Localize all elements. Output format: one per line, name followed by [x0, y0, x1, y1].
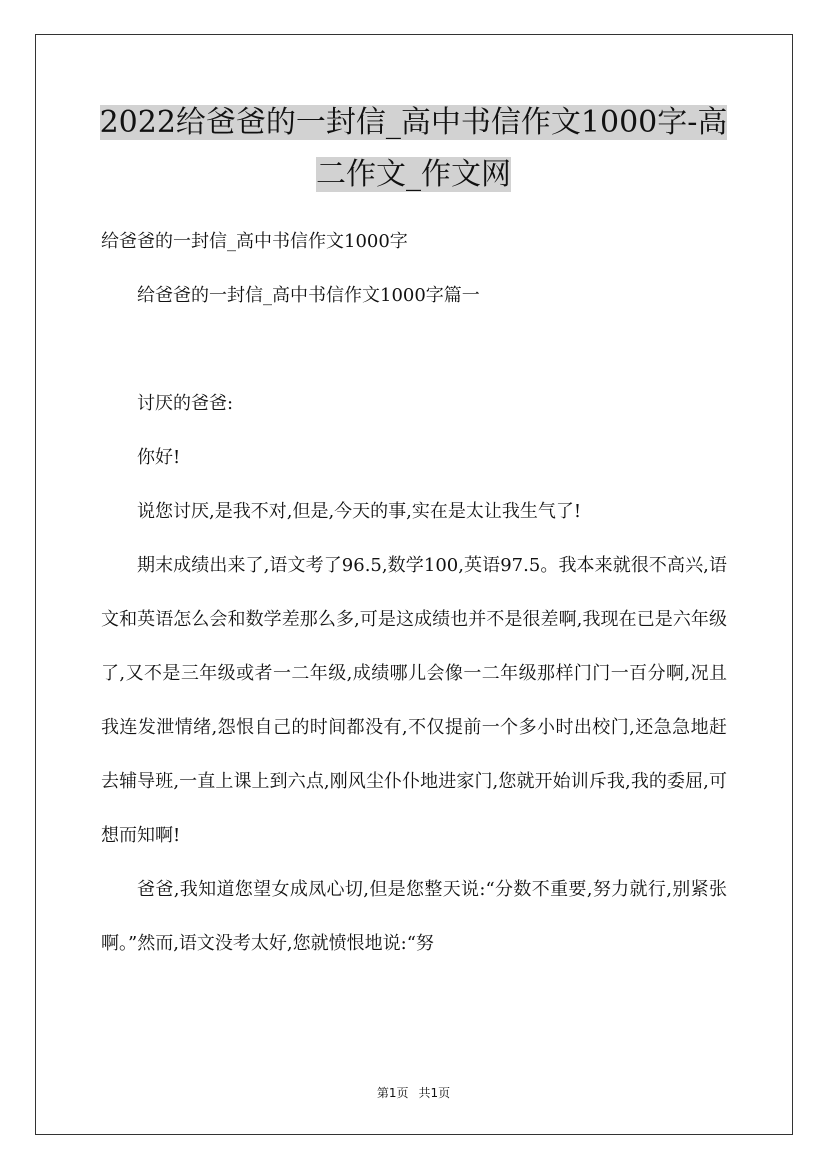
page-number: 第1页	[376, 1086, 409, 1100]
page-total: 共1页	[418, 1086, 451, 1100]
document-title	[60, 97, 767, 201]
document-subtitle: 给爸爸的一封信_高中书信作文1000字	[101, 231, 408, 252]
paragraph-1: 说您讨厌,是我不对,但是,今天的事,实在是太让我生气了!	[137, 501, 582, 522]
blank-line	[101, 323, 727, 377]
page-footer	[0, 1085, 827, 1101]
paragraph-2: 期末成绩出来了,语文考了96.5,数学100,英语97.5。我本来就很不高兴,语文和英语怎么会和数学差那么多,可是这成绩也并不是很差啊,我现在已是六年级了,又不是三年级或者一二年级,成绩哪儿会像一二年级那样门门一百分啊,况且我连发泄情绪,怨恨自己的时间都没有,不仅提前一个多小时出校门,还急急地赶去辅导班,一直上课上到六点,刚风尘仆仆地进家门,您就开始训斥我,我的委屈,可想而知啊!	[101, 555, 727, 846]
title-line-2: 二作文_作文网	[316, 157, 511, 192]
greeting: 你好!	[137, 447, 181, 468]
title-line-1: 2022给爸爸的一封信_高中书信作文1000字-高	[99, 105, 728, 140]
section-heading: 给爸爸的一封信_高中书信作文1000字篇一	[137, 285, 480, 306]
document-body	[101, 215, 727, 971]
paragraph-3: 爸爸,我知道您望女成凤心切,但是您整天说:“分数不重要,努力就行,别紧张啊。”然而,语文没考太好,您就愤恨地说:“努	[101, 879, 727, 954]
salutation: 讨厌的爸爸:	[137, 393, 234, 414]
